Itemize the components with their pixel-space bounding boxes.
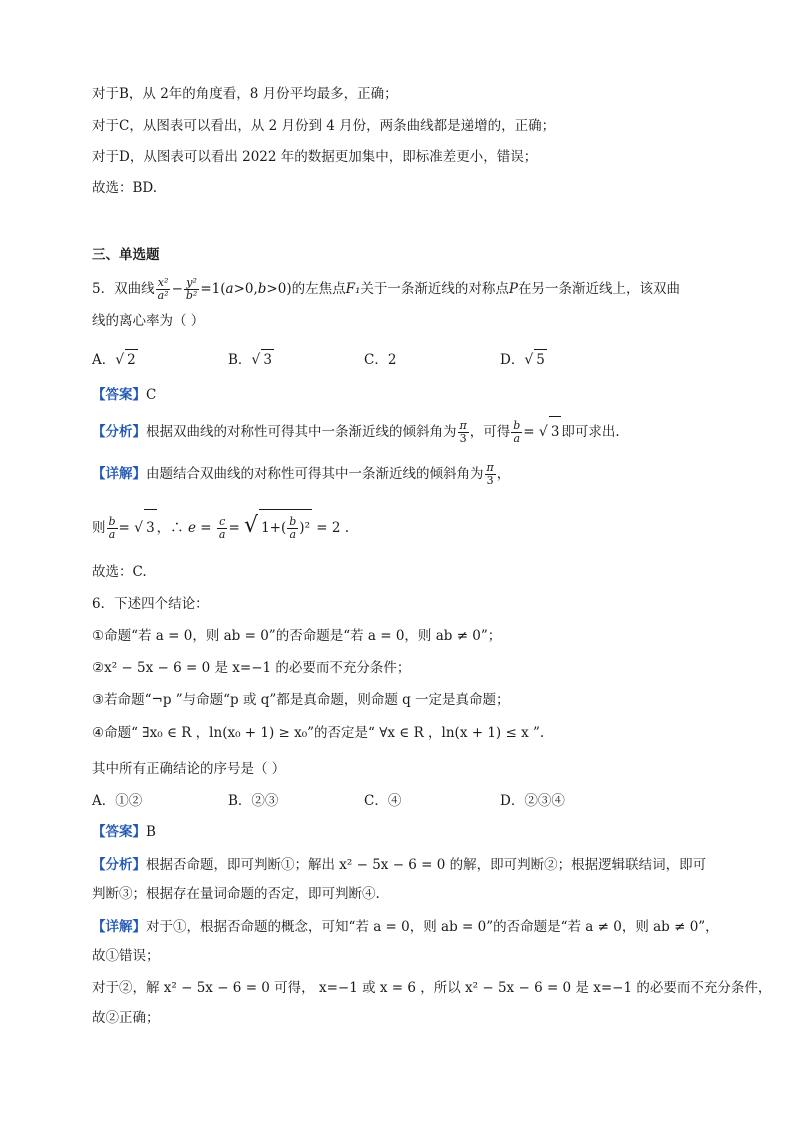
text-line: 对于②，解 x² − 5x − 6 = 0 可得， x=−1 或 x = 6 ，所以 x² − 5x − 6 = 0 是 x=−1 的必要而不充分条件， (92, 980, 772, 996)
option-c[interactable]: C．2 (364, 352, 397, 368)
detail-line: 则 $\frac{b}{a}$ = √ 3 ，∴ e = $\frac{c}{a}$ = √ 1+( $\frac{b}{a}$ )² = 2 . (92, 508, 732, 546)
text-span: 根据双曲线的对称性可得其中一条渐近线的倾斜角为 (146, 424, 457, 440)
text-span: ，可得 (469, 424, 511, 440)
symbol-F1: F₁ (345, 281, 361, 297)
fraction-c-a: $\frac{c}{a}$ (218, 515, 226, 541)
detail-tag: 【详解】 (92, 466, 146, 482)
section-heading: 三、单选题 (92, 247, 160, 263)
text-span: 5．双曲线 (92, 281, 155, 297)
text-span: 命题“ ∃x₀ ∈ R ，ln(x₀ + 1) ≥ x₀”的否定是“ ∀x ∈ R ，ln(x + 1) ≤ x ”. (104, 725, 545, 741)
conclusion-2: ②x² − 5x − 6 = 0 是 x=−1 的必要而不充分条件； (92, 660, 411, 676)
option-label: B． (228, 352, 252, 368)
option-a[interactable]: A．√ 2 (92, 349, 228, 370)
fraction-pi-3: $\frac{\pi}{3}$ (486, 461, 494, 487)
question-5-stem: 5．双曲线 $\frac{\text{x²}}{\text{a²}}$ − $\frac{\text{y²}}{\text{b²}}$ =1(a>0,b>0)的左焦点F₁关于一条渐近线的对称点P在另一条渐近线上，该双曲 (92, 276, 680, 302)
option-d[interactable]: D．②③④ (500, 793, 565, 809)
analysis-line (92, 855, 732, 875)
conclusion-4: ④命题“ ∃x₀ ∈ R ，ln(x₀ + 1) ≥ x₀”的否定是“ ∀x ∈ R ，ln(x + 1) ≤ x ”. (92, 725, 545, 741)
text-span: 则 (92, 520, 106, 536)
conclusion-3: ③若命题“¬p ”与命题“p 或 q”都是真命题，则命题 q 一定是真命题； (92, 692, 510, 708)
analysis-line: 【分析】根据双曲线的对称性可得其中一条渐近线的倾斜角为 $\frac{\pi}{3}$ ，可得 $\frac{b}{a}$ = √ 3 即可求出. (92, 416, 732, 447)
answer-line (92, 385, 732, 405)
text-span: 在另一条渐近线上，该双曲 (517, 281, 680, 297)
option-b[interactable]: B．②③ (228, 793, 279, 809)
text-span: 若命题“¬p ”与命题“p 或 q”都是真命题，则命题 q 一定是真命题； (104, 692, 510, 708)
analysis-tag: 【分析】 (92, 424, 146, 440)
equation-condition: =1(a>0,b>0) (200, 281, 292, 297)
text-span: 即可求出. (561, 424, 620, 440)
text-line: 对于D，从图表可以看出 2022 年的数据更加集中，即标准差更小，错误； (92, 149, 538, 165)
text-span: 关于一条渐近线的对称点 (360, 281, 509, 297)
option-b[interactable]: B．√ 3 (228, 349, 364, 370)
fraction-pi-3: $\frac{\pi}{3}$ (459, 419, 467, 445)
text-line: 对于C，从图表可以看出，从 2 月份到 4 月份，两条曲线都是递增的，正确； (92, 118, 556, 134)
answer-line (92, 822, 732, 842)
option-label: A． (92, 352, 116, 368)
fraction-x2-a2: $\frac{\text{x²}}{\text{a²}}$ (157, 276, 169, 302)
text-line: 故②正确； (92, 1010, 160, 1026)
text-span: 根据否命题，即可判断①；解出 x² − 5x − 6 = 0 的解，即可判断②；根据逻辑联结词，即可 (146, 857, 707, 873)
text-span: 由题结合双曲线的对称性可得其中一条渐近线的倾斜角为 (146, 466, 484, 482)
text-line: 故①错误； (92, 948, 160, 964)
question-5-options (92, 349, 732, 370)
option-c[interactable]: C．④ (364, 793, 402, 809)
detail-line (92, 917, 732, 937)
symbol-P: P (508, 281, 518, 297)
question-6-options (92, 791, 732, 811)
analysis-tag: 【分析】 (92, 857, 146, 873)
fraction-y2-b2: $\frac{\text{y²}}{\text{b²}}$ (185, 276, 198, 302)
conclusion-1: ①命题“若 a = 0，则 ab = 0”的否命题是“若 a = 0，则 ab ≠ 0”； (92, 628, 502, 644)
text-line: 故选：BD. (92, 180, 158, 196)
text-line: 线的离心率为（ ） (92, 313, 205, 329)
fraction-b-a: $\frac{b}{a}$ (108, 515, 116, 541)
option-a[interactable]: A．①② (92, 793, 143, 809)
question-6-stem: 6．下述四个结论： (92, 596, 209, 612)
option-d[interactable]: D．√ 5 (500, 349, 636, 370)
detail-line: 【详解】由题结合双曲线的对称性可得其中一条渐近线的倾斜角为 $\frac{\pi}{3}$ ， (92, 461, 511, 487)
option-label: D． (500, 352, 525, 368)
answer-value: B (146, 824, 156, 840)
text-span: x² − 5x − 6 = 0 是 x=−1 的必要而不充分条件； (104, 660, 411, 676)
text-span: 对于①，根据否命题的概念，可知“若 a = 0，则 ab = 0”的否命题是“若 a ≠ 0，则 ab ≠ 0”， (146, 919, 719, 935)
text-line: 判断③；根据存在量词命题的否定，即可判断④. (92, 886, 380, 902)
text-span: 命题“若 a = 0，则 ab = 0”的否命题是“若 a = 0，则 ab ≠ 0”； (104, 628, 502, 644)
detail-tag: 【详解】 (92, 919, 146, 935)
answer-tag: 【答案】 (92, 824, 146, 840)
answer-value: C (146, 387, 157, 403)
text-span: 的左焦点 (291, 281, 346, 297)
text-line: 故选：C. (92, 564, 147, 580)
text-line: 其中所有正确结论的序号是（ ） (92, 761, 286, 777)
fraction-b-a: $\frac{b}{a}$ (513, 419, 521, 445)
text-line: 对于B，从 2年的角度看，8 月份平均最多，正确； (92, 86, 398, 102)
text-span: ，∴ (156, 520, 184, 536)
answer-tag: 【答案】 (92, 387, 146, 403)
